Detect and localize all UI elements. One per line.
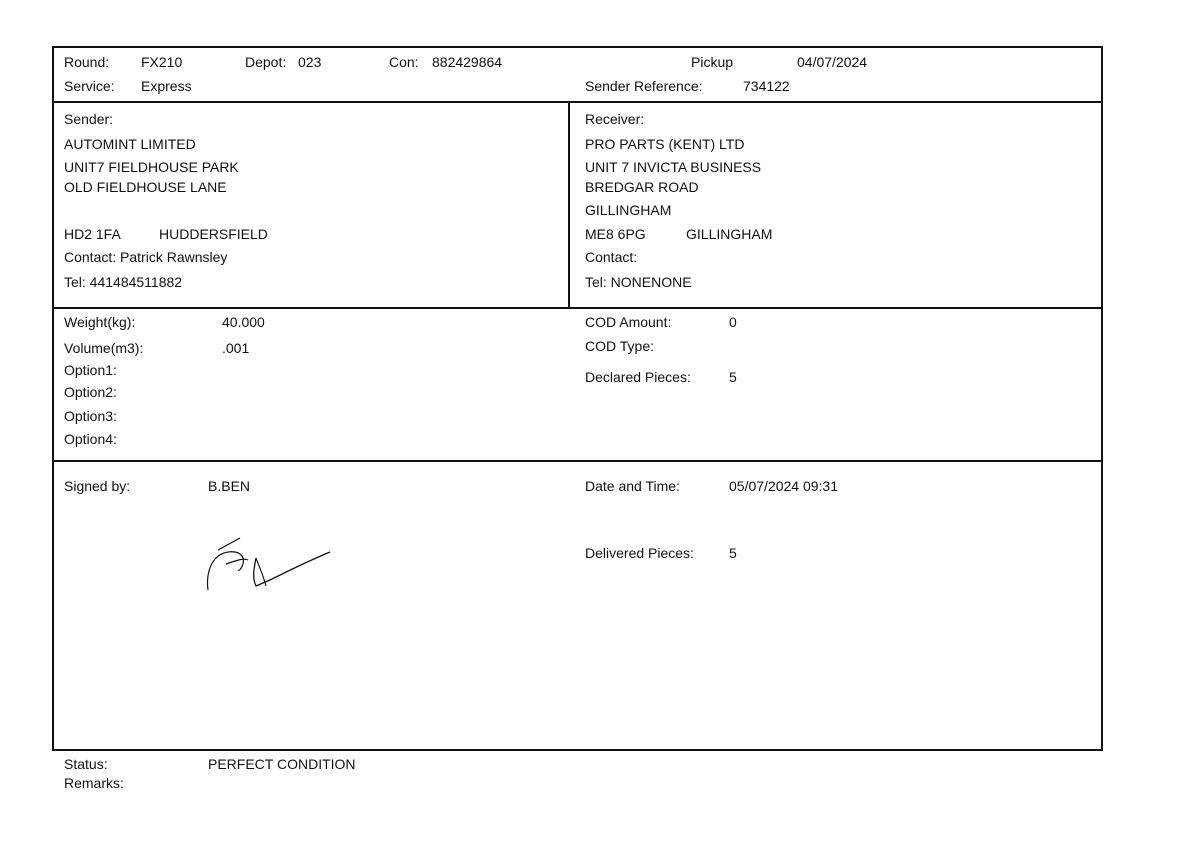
- volume-value: .001: [222, 340, 250, 356]
- address-column-divider: [568, 101, 570, 309]
- declared-pieces-value: 5: [729, 369, 737, 385]
- round-label: Round:: [64, 54, 110, 70]
- depot-value: 023: [298, 54, 322, 70]
- receiver-city: GILLINGHAM: [686, 226, 773, 242]
- con-label: Con:: [389, 54, 419, 70]
- service-label: Service:: [64, 78, 115, 94]
- sender-line-3: OLD FIELDHOUSE LANE: [64, 179, 227, 195]
- receiver-line-2: UNIT 7 INVICTA BUSINESS: [585, 159, 762, 175]
- receiver-line-3: BREDGAR ROAD: [585, 179, 699, 195]
- cod-amount-label: COD Amount:: [585, 314, 672, 330]
- sender-line-1: AUTOMINT LIMITED: [64, 136, 196, 152]
- delivered-pieces-value: 5: [729, 545, 737, 561]
- date-time-value: 05/07/2024 09:31: [729, 478, 838, 494]
- weight-value: 40.000: [222, 314, 265, 330]
- sender-reference-label: Sender Reference:: [585, 78, 703, 94]
- remarks-label: Remarks:: [64, 775, 124, 791]
- date-time-label: Date and Time:: [585, 478, 680, 494]
- option4-label: Option4:: [64, 431, 117, 447]
- sender-line-2: UNIT7 FIELDHOUSE PARK: [64, 159, 239, 175]
- pickup-date: 04/07/2024: [797, 54, 868, 70]
- address-divider: [52, 307, 1103, 309]
- volume-label: Volume(m3):: [64, 340, 144, 356]
- sender-contact: Contact: Patrick Rawnsley: [64, 249, 228, 265]
- receiver-line-1: PRO PARTS (KENT) LTD: [585, 136, 745, 152]
- pickup-label: Pickup: [691, 54, 734, 70]
- receiver-tel: Tel: NONENONE: [585, 274, 692, 290]
- weight-label: Weight(kg):: [64, 314, 136, 330]
- sender-label: Sender:: [64, 111, 114, 127]
- receiver-contact: Contact:: [585, 249, 638, 265]
- frame-bottom-border: [52, 749, 1103, 751]
- signature-image: [198, 528, 338, 598]
- signed-by-label: Signed by:: [64, 478, 131, 494]
- frame-top-border: [52, 46, 1103, 48]
- service-value: Express: [141, 78, 192, 94]
- frame-left-border: [52, 46, 54, 751]
- depot-label: Depot:: [245, 54, 287, 70]
- con-value: 882429864: [432, 54, 503, 70]
- option3-label: Option3:: [64, 408, 117, 424]
- frame-right-border: [1101, 46, 1103, 751]
- receiver-postcode: ME8 6PG: [585, 226, 646, 242]
- signed-by-value: B.BEN: [208, 478, 251, 494]
- delivered-pieces-label: Delivered Pieces:: [585, 545, 694, 561]
- sender-postcode: HD2 1FA: [64, 226, 121, 242]
- receiver-label: Receiver:: [585, 111, 645, 127]
- sender-city: HUDDERSFIELD: [159, 226, 268, 242]
- sender-reference-value: 734122: [743, 78, 790, 94]
- receiver-line-4: GILLINGHAM: [585, 202, 672, 218]
- header-divider: [52, 101, 1103, 103]
- option2-label: Option2:: [64, 384, 117, 400]
- cod-type-label: COD Type:: [585, 338, 654, 354]
- details-divider: [52, 460, 1103, 462]
- cod-amount-value: 0: [729, 314, 737, 330]
- option1-label: Option1:: [64, 362, 117, 378]
- sender-tel: Tel: 441484511882: [64, 274, 183, 290]
- round-value: FX210: [141, 54, 183, 70]
- status-label: Status:: [64, 756, 108, 772]
- status-value: PERFECT CONDITION: [208, 756, 356, 772]
- declared-pieces-label: Declared Pieces:: [585, 369, 691, 385]
